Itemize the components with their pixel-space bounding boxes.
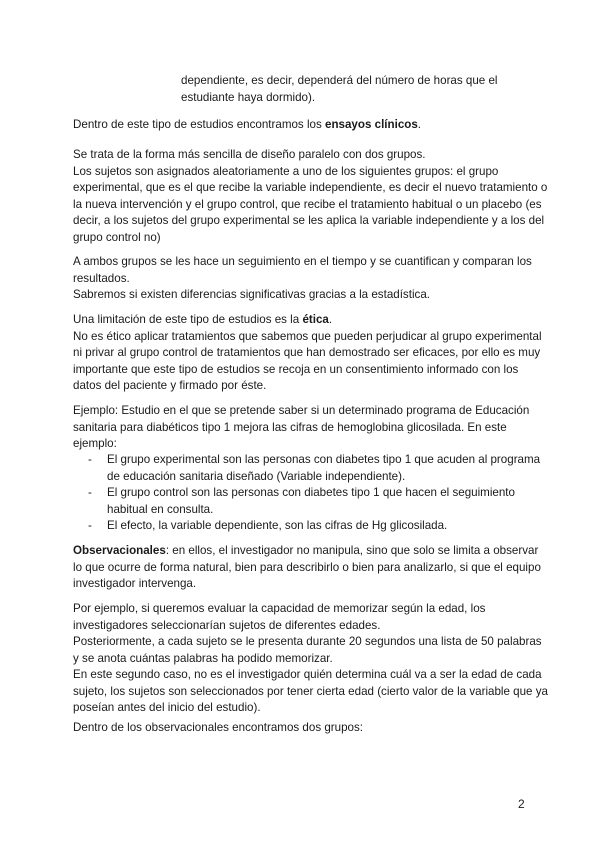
text-line: El grupo control son las personas con diabetes tipo 1 que hacen el seguimiento [107, 486, 515, 499]
text-line: decir, a los sujetos del grupo experimental se les aplica la variable independiente y a los del [73, 214, 545, 227]
page-number: 2 [518, 797, 525, 811]
text-run: : en ellos, el investigador no manipula, sino que solo se limita a observar [165, 544, 539, 557]
text-line: No es ético aplicar tratamientos que sabemos que pueden perjudicar al grupo experimental [73, 329, 542, 343]
observacionales-paragraph [73, 543, 541, 593]
text-run: . [417, 118, 422, 131]
intro-continuation [181, 73, 511, 106]
list-item [73, 452, 541, 485]
text-run: Dentro de este tipo de estudios encontramos los [73, 118, 325, 131]
etica-term: ética [302, 313, 329, 326]
text-run: . [328, 313, 333, 326]
list-item [73, 518, 533, 535]
text-line: En este segundo caso, no es el investigador quién determina cuál va a ser la edad de cada [73, 668, 542, 681]
text-line: poseían antes del inicio del estudio). [73, 701, 261, 714]
text-line: Se trata de la forma más sencilla de diseño paralelo con dos grupos. [73, 148, 426, 161]
text-line: Por ejemplo, si queremos evaluar la capacidad de memorizar según la edad, los [73, 602, 486, 615]
text-line: investigador intervenga. [73, 577, 197, 590]
text-line: Sabremos si existen diferencias significativas gracias a la estadística. [73, 288, 430, 301]
text-line: lo que ocurre de forma natural, bien para describirlo o bien para analizarlo, si que el equipo [73, 560, 541, 574]
text-run: Una limitación de este tipo de estudios es la [73, 313, 303, 326]
text-line: Ejemplo: Estudio en el que se pretende saber si un determinado programa de Educación [73, 404, 530, 417]
seguimiento-paragraph [73, 254, 532, 304]
text-line: importante que este tipo de estudios se recoja en un consentimiento informado con los [73, 362, 519, 376]
text-line: sujeto, los sujetos son seleccionados por tener cierta edad (cierto valor de la variable que ya [73, 684, 548, 698]
text-line: Los sujetos son asignados aleatoriamente a uno de los siguientes grupos: el grupo [73, 164, 499, 178]
text-line: investigadores seleccionarían sujetos de diferentes edades. [73, 618, 381, 632]
dash-bullet: - [88, 453, 92, 466]
text-line: estudiante haya dormido). [181, 90, 316, 104]
text-line: grupo control no) [73, 230, 161, 244]
text-line: datos del paciente y firmado por éste. [73, 379, 267, 392]
etica-paragraph [73, 312, 542, 395]
text-line: dependiente, es decir, dependerá del número de horas que el [181, 74, 498, 87]
text-line: y se anota cuántas palabras ha podido memorizar. [73, 651, 333, 665]
text-line: ejemplo: [73, 437, 117, 450]
text-line: la nueva intervención y el grupo control, que recibe el tratamiento habitual o un placebo (es [73, 197, 542, 211]
ejemplo-paragraph [73, 403, 528, 453]
ensayos-clinicos-term: ensayos clínicos [325, 118, 418, 131]
diseno-paralelo-paragraph [73, 147, 548, 246]
text-line: de educación sanitaria diseñado (Variable independiente). [107, 469, 406, 483]
text-line: A ambos grupos se les hace un seguimiento en el tiempo y se cuantifican y comparan los [73, 255, 532, 268]
text-line: Dentro de los observacionales encontramos dos grupos: [73, 721, 364, 734]
text-line: habitual en consulta. [107, 502, 214, 516]
dash-bullet: - [88, 486, 92, 499]
text-line: ni privar al grupo control de tratamientos que han demostrado ser eficaces, por ello es muy [73, 346, 541, 359]
final-paragraph [73, 720, 528, 737]
list-item [73, 485, 533, 518]
dash-bullet: - [88, 519, 92, 532]
text-line: Posteriormente, a cada sujeto se le presenta durante 20 segundos una lista de 50 palabras [73, 635, 542, 648]
text-line: resultados. [73, 271, 130, 285]
text-line: experimental, que es el que recibe la variable independiente, es decir el nuevo tratamiento o [73, 181, 548, 194]
observacionales-term: Observacionales [73, 544, 166, 557]
text-line: El efecto, la variable dependiente, son las cifras de Hg glicosilada. [107, 519, 448, 532]
memoria-ejemplo-paragraph [73, 601, 548, 717]
ejemplo-bullet-list [73, 452, 541, 535]
ensayos-clinicos-paragraph [73, 117, 528, 134]
text-line: El grupo experimental son las personas con diabetes tipo 1 que acuden al programa [107, 453, 541, 466]
text-line: sanitaria para diabéticos tipo 1 mejora las cifras de hemoglobina glicosilada. En este [73, 420, 507, 434]
